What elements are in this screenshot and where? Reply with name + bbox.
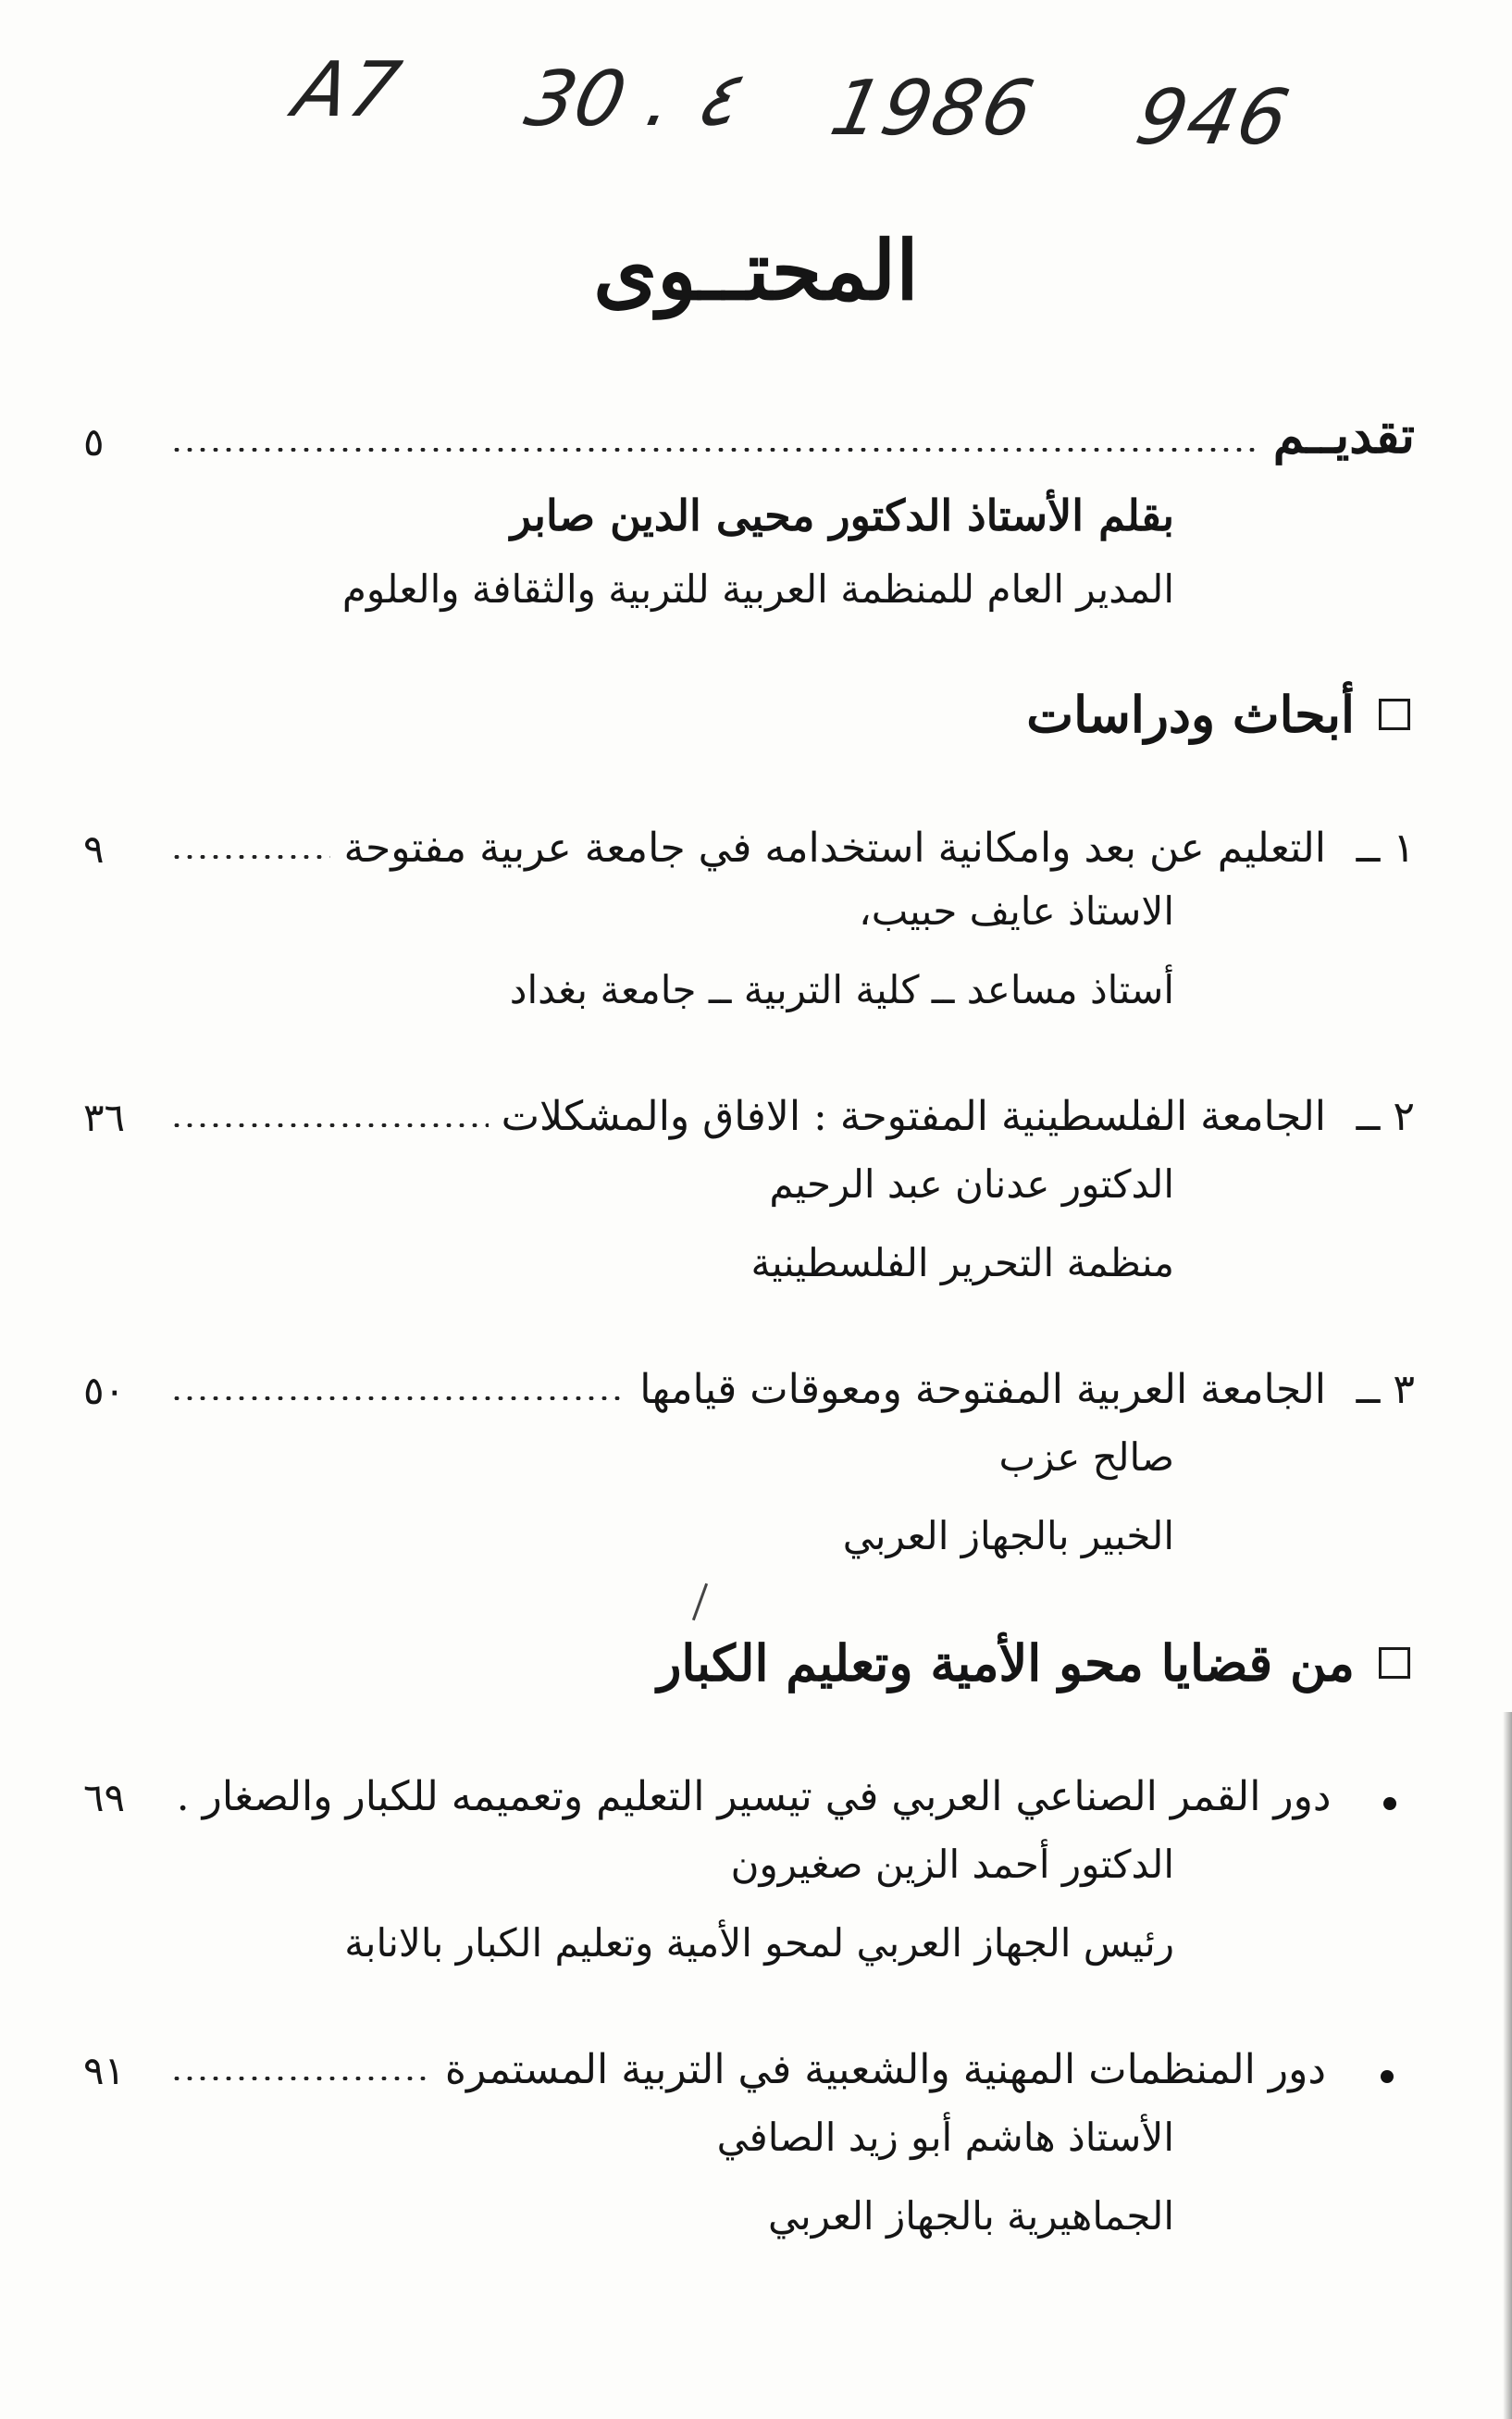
toc-entry-title: التعليم عن بعد وامكانية استخدامه في جامعة عربية مفتوحة: [343, 825, 1326, 872]
toc-page-number: ٩١: [83, 2048, 126, 2093]
toc-entry-author: صالح عزب: [998, 1434, 1174, 1480]
leader-dots: [170, 1123, 489, 1127]
toc-entry-affiliation: منظمة التحرير الفلسطينية: [750, 1240, 1174, 1285]
toc-entry-5: [83, 2027, 1415, 2093]
handwritten-code: A7: [286, 46, 410, 134]
pencil-mark: [692, 1583, 708, 1620]
toc-entry-title: الجامعة العربية المفتوحة ومعوقات قيامها: [639, 1366, 1326, 1413]
toc-entry-intro: [83, 398, 1415, 465]
section-title: من قضايا محو الأمية وتعليم الكبار: [657, 1633, 1355, 1693]
toc-entry-marker: [1365, 1773, 1415, 1820]
toc-entry-2: [83, 1073, 1415, 1140]
toc-page-number: ٥٠: [83, 1368, 126, 1413]
toc-entry-3: [83, 1346, 1415, 1413]
toc-entry-affiliation: أستاذ مساعد ــ كلية التربية ــ جامعة بغداد: [509, 967, 1174, 1012]
handwritten-year: 1986: [823, 65, 1043, 153]
checkbox-square-icon: [1379, 699, 1410, 730]
toc-page-number: ٦٩: [83, 1775, 126, 1820]
toc-entry-affiliation: الخبير بالجهاز العربي: [842, 1513, 1174, 1558]
bullet-icon: [1381, 2070, 1394, 2083]
toc-entry-marker: ٢ ــ: [1356, 1093, 1415, 1140]
intro-author: بقلم الأستاذ الدكتور محيى الدين صابر: [510, 490, 1174, 540]
leader-dots: [170, 2077, 432, 2080]
bullet-icon: [1383, 1797, 1396, 1810]
toc-entry-title: دور المنظمات المهنية والشعبية في التربية المستمرة: [444, 2046, 1326, 2093]
toc-entry-1: [83, 805, 1415, 872]
toc-entry-affiliation: الجماهيرية بالجهاز العربي: [768, 2193, 1174, 2239]
toc-entry-author: الدكتور عدنان عبد الرحيم: [769, 1161, 1174, 1207]
toc-entry-title: دور القمر الصناعي العربي في تيسير التعليم وتعميمه للكبار والصغار .: [176, 1773, 1332, 1820]
handwritten-date: 30 . ٤: [517, 56, 747, 143]
section-heading-research: [1026, 685, 1410, 744]
toc-entry-author: الأستاذ هاشم أبو زيد الصافي: [716, 2115, 1174, 2160]
intro-affiliation: المدير العام للمنظمة العربية للتربية والثقافة والعلوم: [341, 566, 1174, 612]
scan-edge-shadow: [1503, 1712, 1512, 2419]
handwritten-note: [286, 37, 1314, 176]
leader-dots: [170, 855, 330, 859]
section-heading-literacy: [657, 1633, 1410, 1693]
toc-entry-author: الدكتور أحمد الزين صغيرون: [730, 1842, 1174, 1887]
toc-entry-marker: [1359, 2046, 1415, 2093]
toc-entry-marker: ٣ ــ: [1356, 1366, 1415, 1413]
toc-entry-marker: ١ ــ: [1356, 825, 1415, 872]
page-title: المحتــوى: [593, 222, 919, 318]
section-title: أبحاث ودراسات: [1026, 685, 1355, 744]
toc-entry-author: الاستاذ عايف حبيب،: [859, 888, 1174, 934]
toc-entry-title: تقديــم: [1272, 405, 1415, 465]
toc-entry-4: [83, 1754, 1415, 1820]
toc-entry-title: الجامعة الفلسطينية المفتوحة : الافاق والمشكلات: [501, 1093, 1326, 1140]
handwritten-number: 946: [1128, 74, 1298, 162]
toc-page-number: ٩: [83, 826, 105, 872]
leader-dots: [170, 448, 1260, 452]
leader-dots: [170, 1396, 626, 1400]
toc-page-number: ٣٦: [83, 1095, 126, 1140]
toc-entry-affiliation: رئيس الجهاز العربي لمحو الأمية وتعليم الكبار بالانابة: [344, 1920, 1174, 1966]
toc-page-number: ٥: [83, 419, 105, 465]
checkbox-square-icon: [1379, 1647, 1410, 1679]
